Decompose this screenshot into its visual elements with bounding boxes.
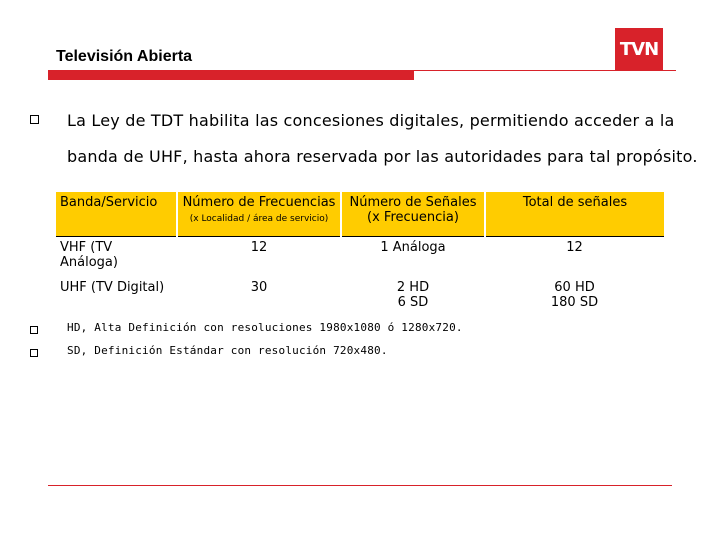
signals-table bbox=[56, 192, 664, 317]
cell-total: 12 bbox=[485, 237, 664, 278]
header-band: Banda/Servicio bbox=[56, 192, 177, 237]
header-signals-line1: Número de Señales bbox=[349, 195, 477, 210]
footer-divider bbox=[48, 485, 672, 486]
note-bullet-icon bbox=[30, 349, 38, 357]
table-row bbox=[56, 237, 664, 278]
cell-total-line1: 60 HD bbox=[554, 280, 595, 295]
tvn-logo bbox=[615, 28, 663, 71]
cell-band: UHF (TV Digital) bbox=[60, 280, 165, 295]
logo-text: TVN bbox=[619, 38, 659, 60]
cell-frequencies: 12 bbox=[177, 237, 341, 278]
main-bullet-text: La Ley de TDT habilita las concesiones digitales, permitiendo acceder a la banda de UHF, hasta ahora reservada por las autoridades para tal propósito. bbox=[67, 111, 698, 166]
cell-signals: 1 Análoga bbox=[341, 237, 485, 278]
cell-band: VHF (TV Análoga) bbox=[56, 237, 177, 278]
page-title: Televisión Abierta bbox=[56, 48, 193, 65]
note-hd: HD, Alta Definición con resoluciones 1980x1080 ó 1280x720. bbox=[67, 321, 463, 334]
header-frequencies bbox=[177, 192, 341, 237]
header-frequencies-sub: (x Localidad / área de servicio) bbox=[189, 214, 329, 224]
header-signals-line2: (x Frecuencia) bbox=[367, 210, 459, 225]
cell-total bbox=[485, 277, 664, 317]
title-underline-thick bbox=[48, 70, 414, 80]
header-signals bbox=[341, 192, 485, 237]
main-bullet-icon bbox=[30, 115, 39, 124]
header-total: Total de señales bbox=[485, 192, 664, 237]
table-row bbox=[56, 277, 664, 317]
cell-signals bbox=[341, 277, 485, 317]
note-bullet-icon bbox=[30, 326, 38, 334]
cell-signals-line1: 2 HD bbox=[396, 280, 430, 295]
cell-total-line2: 180 SD bbox=[550, 295, 599, 310]
cell-signals-line2: 6 SD bbox=[397, 295, 429, 310]
note-sd: SD, Definición Estándar con resolución 720x480. bbox=[67, 344, 388, 357]
cell-frequencies: 30 bbox=[250, 280, 268, 295]
header-frequencies-label: Número de Frecuencias bbox=[182, 195, 336, 210]
table-header-row bbox=[56, 192, 664, 237]
